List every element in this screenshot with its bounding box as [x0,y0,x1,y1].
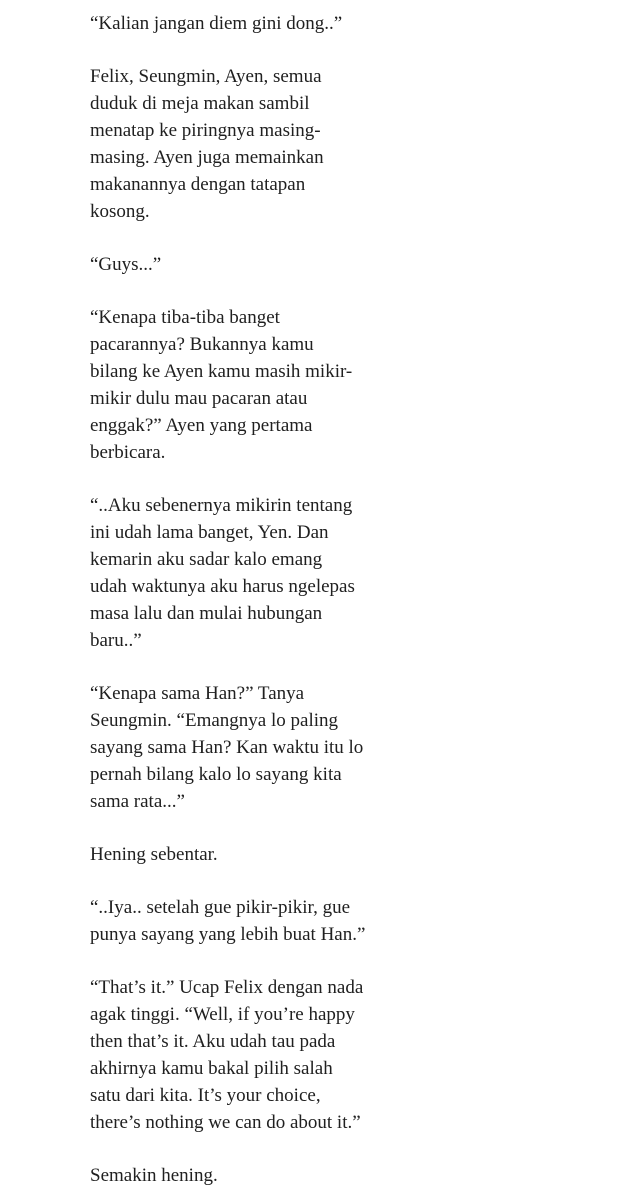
text-line: akhirnya kamu bakal pilih salah [90,1058,333,1079]
text-line: enggak?” Ayen yang pertama [90,415,313,436]
text-line: ini udah lama banget, Yen. Dan [90,522,329,543]
text-line: menatap ke piringnya masing- [90,120,321,141]
paragraph-5 [90,492,420,654]
text-line: “Kenapa sama Han?” Tanya [90,683,305,704]
text-line: makanannya dengan tatapan [90,174,306,195]
text-line: berbicara. [90,442,166,463]
text-line: mikir dulu mau pacaran atau [90,388,308,409]
paragraph-9 [90,974,420,1136]
paragraph-2 [90,63,420,225]
text-line: “..Aku sebenernya mikirin tentang [90,495,353,516]
text-line: udah waktunya aku harus ngelepas [90,576,355,597]
text-line: Hening sebentar. [90,844,218,865]
text-line: Felix, Seungmin, Ayen, semua [90,66,322,87]
paragraph-8 [90,894,420,948]
text-line: duduk di meja makan sambil [90,93,310,114]
text-line: “Kalian jangan diem gini dong..” [90,13,343,34]
text-line: Semakin hening. [90,1165,218,1186]
text-line: pernah bilang kalo lo sayang kita [90,764,342,785]
text-line: Seungmin. “Emangnya lo paling [90,710,339,731]
text-line: sama rata...” [90,791,185,812]
text-line: baru..” [90,630,142,651]
text-line: “Kenapa tiba-tiba banget [90,307,280,328]
text-line: satu dari kita. It’s your choice, [90,1085,321,1106]
paragraph-4 [90,304,420,466]
text-line: kemarin aku sadar kalo emang [90,549,323,570]
text-line: then that’s it. Aku udah tau pada [90,1031,336,1052]
text-line: masing. Ayen juga memainkan [90,147,324,168]
text-line: kosong. [90,201,150,222]
paragraph-3 [90,251,420,278]
text-line: “That’s it.” Ucap Felix dengan nada [90,977,364,998]
paragraph-1 [90,10,420,37]
paragraph-7 [90,841,420,868]
text-line: bilang ke Ayen kamu masih mikir- [90,361,353,382]
text-line: agak tinggi. “Well, if you’re happy [90,1004,355,1025]
text-line: sayang sama Han? Kan waktu itu lo [90,737,364,758]
text-line: there’s nothing we can do about it.” [90,1112,361,1133]
text-line: pacarannya? Bukannya kamu [90,334,314,355]
text-line: “Guys...” [90,254,162,275]
paragraph-6 [90,680,420,815]
paragraph-10 [90,1162,420,1189]
text-line: punya sayang yang lebih buat Han.” [90,924,366,945]
text-line: masa lalu dan mulai hubungan [90,603,323,624]
text-line: “..Iya.. setelah gue pikir-pikir, gue [90,897,351,918]
